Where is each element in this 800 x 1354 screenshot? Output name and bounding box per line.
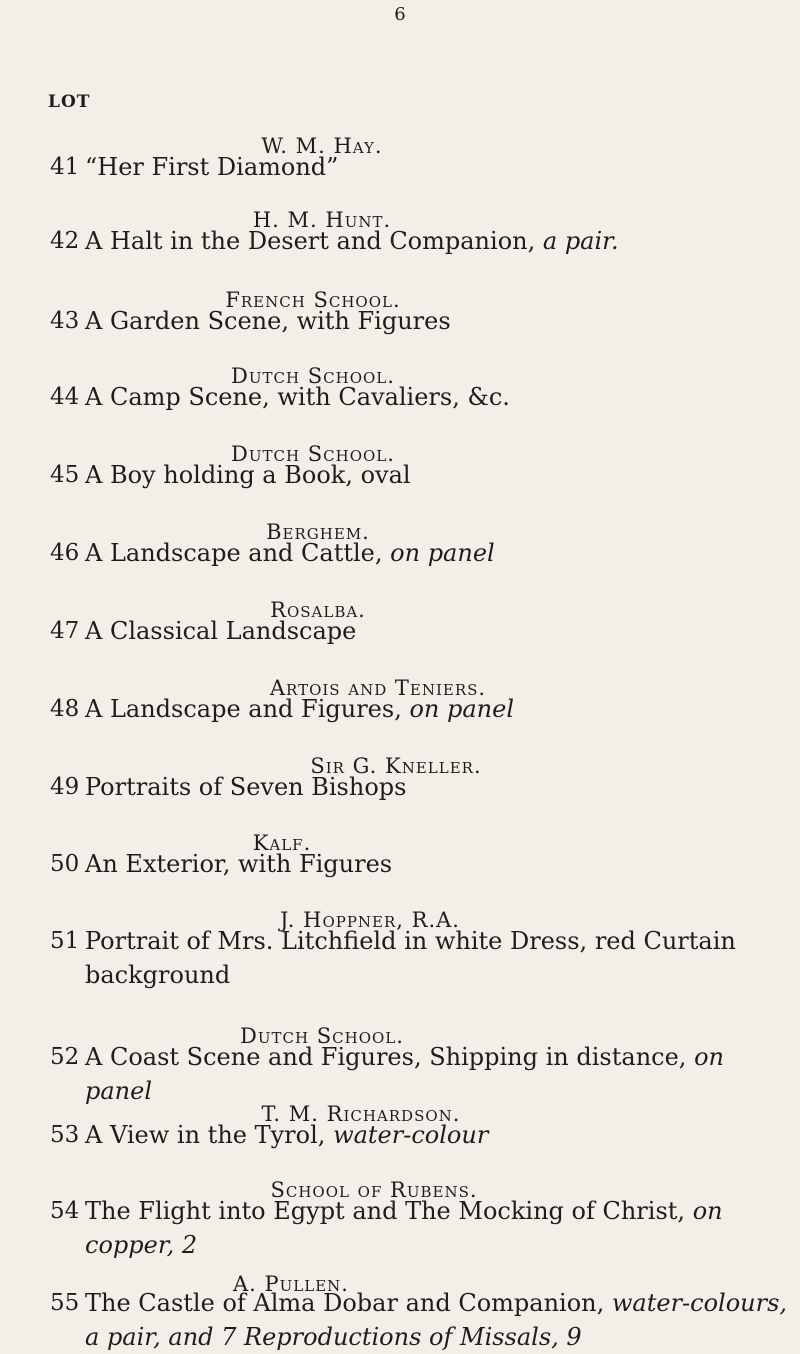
lot-medium: a pair. [542, 227, 619, 255]
lot-title-text: A Landscape and Figures, [85, 695, 402, 723]
lot-medium: water-colours, a pair, and 7 Reproductions of Missals, 9 [85, 1289, 788, 1351]
lot-number: 45 [50, 462, 80, 488]
lot-title-text: A Landscape and Cattle, [85, 539, 383, 567]
lot-title [85, 150, 790, 184]
lot-artist: Dutch School. [231, 442, 395, 466]
lot-medium: water-colour [333, 1121, 489, 1149]
lot-title [85, 536, 790, 570]
lot-title [85, 380, 790, 414]
lot-title [85, 1194, 790, 1262]
lot-title-text: A Camp Scene, with Cavaliers, &c. [85, 383, 510, 411]
lot-title [85, 224, 790, 258]
lot-number: 52 [50, 1044, 80, 1070]
lot-artist: J. Hoppner, R.A. [280, 908, 460, 932]
lot-title-text: A Classical Landscape [85, 617, 357, 645]
lot-title-text: The Flight into Egypt and The Mocking of Christ, [85, 1197, 686, 1225]
lot-title-text: Portraits of Seven Bishops [85, 773, 407, 801]
lot-number: 55 [50, 1290, 80, 1316]
lot-title-text: A Garden Scene, with Figures [85, 307, 451, 335]
lot-title [85, 847, 790, 881]
lot-number: 43 [50, 308, 80, 334]
lot-number: 51 [50, 928, 80, 954]
lot-title-text: A Halt in the Desert and Companion, [85, 227, 536, 255]
lot-number: 49 [50, 774, 80, 800]
lot-artist: H. M. Hunt. [252, 208, 392, 232]
lot-artist: W. M. Hay. [261, 134, 383, 158]
lot-artist: Dutch School. [240, 1024, 404, 1048]
lot-number: 44 [50, 384, 80, 410]
lot-number: 41 [50, 154, 80, 180]
lot-artist: Dutch School. [231, 364, 395, 388]
lot-medium: on panel [390, 539, 495, 567]
lot-number: 48 [50, 696, 80, 722]
lot-title-text: Portrait of Mrs. Litchfield in white Dress, red Curtain background [85, 927, 736, 989]
lot-medium: on panel [85, 1043, 724, 1105]
lot-number: 50 [50, 851, 80, 877]
lot-number: 42 [50, 228, 80, 254]
lot-column-header: LOT [48, 92, 91, 112]
lot-number: 47 [50, 618, 80, 644]
lot-title-text: A Boy holding a Book, oval [85, 461, 411, 489]
lot-medium: on panel [409, 695, 515, 723]
lot-medium: on copper, 2 [85, 1197, 723, 1259]
lot-title [85, 1118, 790, 1152]
lot-title [85, 770, 790, 804]
lot-number: 46 [50, 540, 80, 566]
lot-title [85, 924, 790, 992]
lot-artist: French School. [225, 288, 401, 312]
lot-artist: Kalf. [252, 831, 312, 855]
lot-title [85, 692, 790, 726]
page-number: 6 [394, 4, 406, 25]
lot-title [85, 304, 790, 338]
lot-artist: Berghem. [266, 520, 370, 544]
lot-title-text: A View in the Tyrol, [85, 1121, 326, 1149]
lot-artist: A. Pullen. [233, 1272, 349, 1296]
lot-title [85, 614, 790, 648]
lot-title-text: An Exterior, with Figures [85, 850, 393, 878]
lot-title [85, 1286, 790, 1354]
lot-number: 54 [50, 1198, 80, 1224]
lot-title [85, 458, 790, 492]
lot-title-text: A Coast Scene and Figures, Shipping in distance, [85, 1043, 687, 1071]
lot-artist: T. M. Richardson. [261, 1102, 461, 1126]
lot-title-text: “Her First Diamond” [85, 153, 339, 181]
lot-artist: Sir G. Kneller. [310, 754, 482, 778]
lot-title [85, 1040, 790, 1108]
lot-artist: School of Rubens. [270, 1178, 478, 1202]
lot-title-text: The Castle of Alma Dobar and Companion, [85, 1289, 605, 1317]
lot-number: 53 [50, 1122, 80, 1148]
lot-artist: Rosalba. [270, 598, 366, 622]
lot-artist: Artois and Teniers. [269, 676, 487, 700]
